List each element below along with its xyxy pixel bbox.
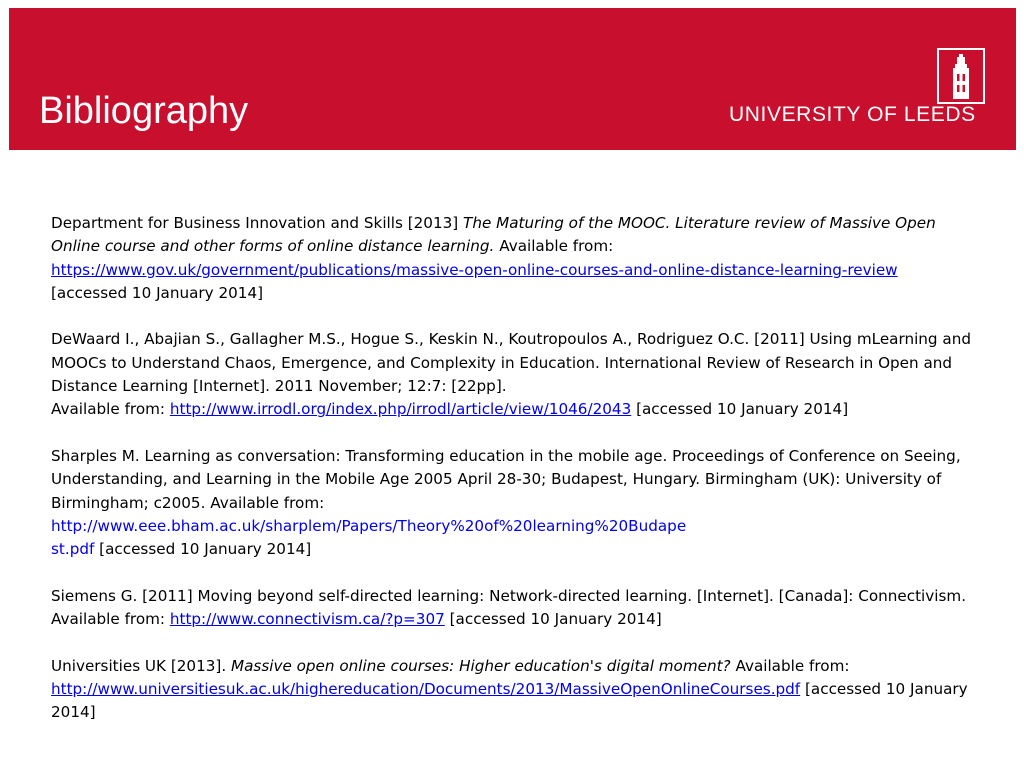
- header-banner: [9, 8, 1016, 150]
- accessed-note: [accessed 10 January 2014]: [51, 283, 264, 302]
- available-label: Available from:: [494, 237, 614, 256]
- reference-title: Massive open online courses: Higher education's digital moment?: [231, 656, 731, 675]
- accessed-note: [accessed 10 January 2014]: [444, 610, 662, 629]
- reference-link[interactable]: http://www.universitiesuk.ac.uk/highereducation/Documents/2013/MassiveOpenOnlineCourses.pdf: [51, 679, 801, 698]
- reference-link[interactable]: http://www.irrodl.org/index.php/irrodl/article/view/1046/2043: [169, 400, 632, 419]
- reference-4: [51, 585, 981, 632]
- reference-link[interactable]: http://www.connectivism.ca/?p=307: [169, 610, 445, 629]
- reference-text: Siemens G. [2011] Moving beyond self-directed learning: Network-directed learning. [Internet]. [Canada]: Connectivism. Available from:: [51, 586, 967, 629]
- available-label: Available from:: [730, 656, 850, 675]
- leeds-tower-icon: [937, 48, 985, 104]
- reference-link-part-1[interactable]: http://www.eee.bham.ac.uk/sharplem/Papers/Theory%20of%20learning%20Budape: [51, 516, 687, 535]
- reference-link[interactable]: https://www.gov.uk/government/publications/massive-open-online-courses-and-online-distance-learning-review: [51, 260, 898, 279]
- reference-title: The Maturing of the MOOC. Literature review of Massive Open Online course and other forms of online distance learning.: [51, 214, 936, 256]
- accessed-note: [accessed 10 January 2014]: [94, 540, 312, 559]
- reference-2: [51, 328, 981, 421]
- bibliography-list: [51, 212, 981, 725]
- reference-text: Universities UK [2013].: [51, 656, 231, 675]
- page-title: Bibliography: [39, 90, 249, 132]
- reference-link-part-2[interactable]: st.pdf: [51, 540, 95, 559]
- reference-text: DeWaard I., Abajian S., Gallagher M.S., Hogue S., Keskin N., Koutropoulos A., Rodriguez O.C. [2011] Using mLearning and MOOCs to Understand Chaos, Emergence, and Complexity in Education. International Review of Research in Open and Distance Learning [Internet]. 2011 November; 12:7: [22pp].: [51, 330, 971, 396]
- accessed-note: [accessed 10 January 2014]: [631, 400, 849, 419]
- reference-1: [51, 212, 981, 305]
- reference-text: Sharples M. Learning as conversation: Transforming education in the mobile age. Proceedings of Conference on Seeing, Understanding, and Learning in the Mobile Age 2005 April 28-30; Budapest, Hungary. Birmingham (UK): University of Birmingham; c2005. Available from:: [51, 446, 961, 512]
- reference-text: Department for Business Innovation and Skills [2013]: [51, 214, 464, 232]
- reference-3: [51, 445, 981, 561]
- accessed-note: [accessed 10 January 2014]: [51, 679, 968, 722]
- university-logo-text: UNIVERSITY OF LEEDS: [729, 103, 976, 126]
- available-label: Available from:: [51, 400, 170, 419]
- reference-5: [51, 655, 981, 725]
